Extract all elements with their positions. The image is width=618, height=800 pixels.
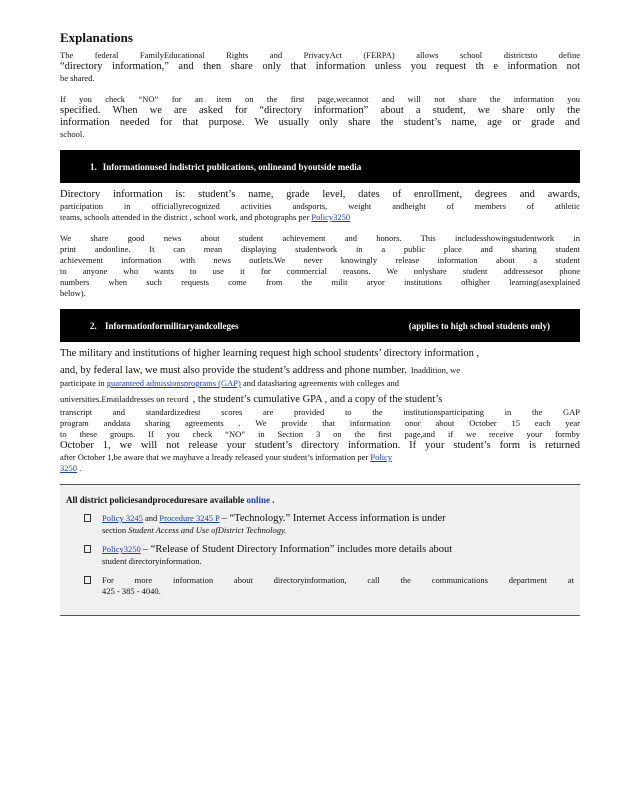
section2-line-text: universities.Emailaddresses on record (60, 394, 189, 404)
check-no-line: specified. When we are asked for “directory information” about a student, we share only the (60, 105, 580, 116)
list-text-italic: Student Access and Use ofDistrict Technology. (128, 525, 287, 535)
news-line: We share good news about student achievement and honors. This includesshowingstudentwork in (60, 233, 580, 243)
notice-title-end: . (272, 495, 275, 505)
check-no-line: If you check “NO” for an item on the first page,wecannot and will not share the information you (60, 94, 580, 104)
list-item (84, 544, 574, 567)
intro-line: be shared. (60, 73, 95, 83)
notice-title-text: All district policiesandproceduresare available (66, 495, 245, 505)
checkbox-bullet-icon (84, 514, 91, 522)
section2-line-text: participate in (60, 378, 105, 388)
list-text: – “Release of Student Directory Information” includes more details about (142, 544, 453, 555)
section2-line-text: , the student’s cumulative GPA , and a copy of the student’s (192, 394, 443, 405)
policies-notice-box (60, 484, 580, 616)
check-no-paragraph (60, 94, 580, 140)
list-text: and (144, 513, 158, 523)
section2-title-note: (applies to high school students only) (408, 320, 550, 331)
policy-3245-link[interactable]: Policy 3245 (102, 513, 143, 523)
list-text: student directoryinformation. (102, 556, 202, 566)
policy-3250-link[interactable]: Policy3250 (311, 212, 351, 222)
list-item (84, 575, 574, 597)
list-text: section (102, 525, 127, 535)
online-link[interactable]: online (246, 495, 271, 505)
intro-paragraph (60, 50, 580, 84)
news-line: numbers when such requests come from the milit aryor institutions ofhigher learning(asexplained (60, 277, 580, 287)
checkbox-bullet-icon (84, 576, 91, 584)
news-line: print andonline. It can mean displaying studentwork in a public place and sharing student (60, 244, 580, 254)
check-no-line: school. (60, 129, 85, 139)
section2-line: program anddata sharing agreements . We provide that information onor about October 15 each year (60, 418, 580, 428)
document-page (60, 30, 580, 616)
section2-line (60, 389, 580, 407)
section2-line-text: after October 1,be aware that we mayhave a lready released your student’s information per (60, 452, 369, 462)
section2-header (60, 309, 580, 342)
phone-number: 425 - 385 - 4040. (102, 586, 161, 596)
section1-lead: Directory information is: student’s name, grade level, dates of enrollment, degrees and awards, (60, 189, 580, 200)
section2-line (60, 378, 580, 389)
section2-line-text: and, by federal law, we must also provide the student’s address and phone number. (60, 365, 407, 376)
section2-line: transcript and standardizedtest scores are provided to the institutionsparticipating in the GAP (60, 407, 580, 417)
check-no-line: information needed for that purpose. We usually only share the student’s name, age or grade and (60, 117, 580, 128)
gap-link[interactable]: guaranteed admissionsprograms (GAP) (106, 378, 241, 388)
section2-line (60, 452, 580, 463)
section1-header (60, 150, 580, 183)
section2-line: to these groups. If you check “NO” in Section 3 on the first page,and if we receive your formby (60, 429, 580, 439)
section2-line-text: . (79, 463, 82, 473)
section1-line-text: teams, schools attended in the district , school work, and photographs per (60, 212, 310, 222)
section2-line (60, 360, 580, 378)
list-text: – “Technology.” Internet Access information is under (221, 513, 446, 524)
news-line: to anyone who wants to use it for commercial reasons. We onlyshare student addressesor phone (60, 266, 580, 276)
policy-link[interactable]: Policy (370, 452, 393, 462)
list-text: For more information about directoryinformation, call the communications department at (102, 575, 574, 585)
section1-number: 1. (90, 161, 97, 172)
section2-line-text: Inaddition, we (410, 365, 461, 375)
section1-line: participation in officiallyrecognized activities andsports, weight andheight of members of athletic (60, 201, 580, 211)
section1-news (60, 233, 580, 299)
notice-title (66, 495, 574, 505)
procedure-3245p-link[interactable]: Procedure 3245 P (159, 513, 220, 523)
news-line: achievement information with news outlets.We never knowingly release information about a student (60, 255, 580, 265)
news-line: below). (60, 288, 86, 298)
page-heading: Explanations (60, 30, 133, 45)
section2-body (60, 348, 580, 474)
section2-line: The military and institutions of higher learning request high school students’ directory information , (60, 348, 480, 359)
policy-3250-link-2[interactable]: 3250 (60, 463, 77, 473)
section2-line: October 1, we will not release your student’s directory information. If your student’s form is returned (60, 440, 580, 451)
section2-title: Informationformilitaryandcolleges (105, 320, 239, 331)
section1-title: Informationused indistrict publications, onlineand byoutside media (102, 161, 362, 172)
intro-line: The federal FamilyEducational Rights and PrivacyAct (FERPA) allows school districtsto define (60, 50, 580, 60)
checkbox-bullet-icon (84, 545, 91, 553)
section1-body (60, 189, 580, 223)
intro-line: “directory information,” and then share only that information unless you request th e information not (60, 61, 580, 72)
section2-line (60, 463, 580, 474)
section1-line (60, 212, 580, 223)
policy-3250-link-3[interactable]: Policy3250 (102, 544, 141, 554)
section2-line-text: and datasharing agreements with colleges and (242, 378, 399, 388)
section2-number: 2. (90, 320, 97, 331)
list-item (84, 513, 574, 536)
notice-list (66, 513, 574, 597)
